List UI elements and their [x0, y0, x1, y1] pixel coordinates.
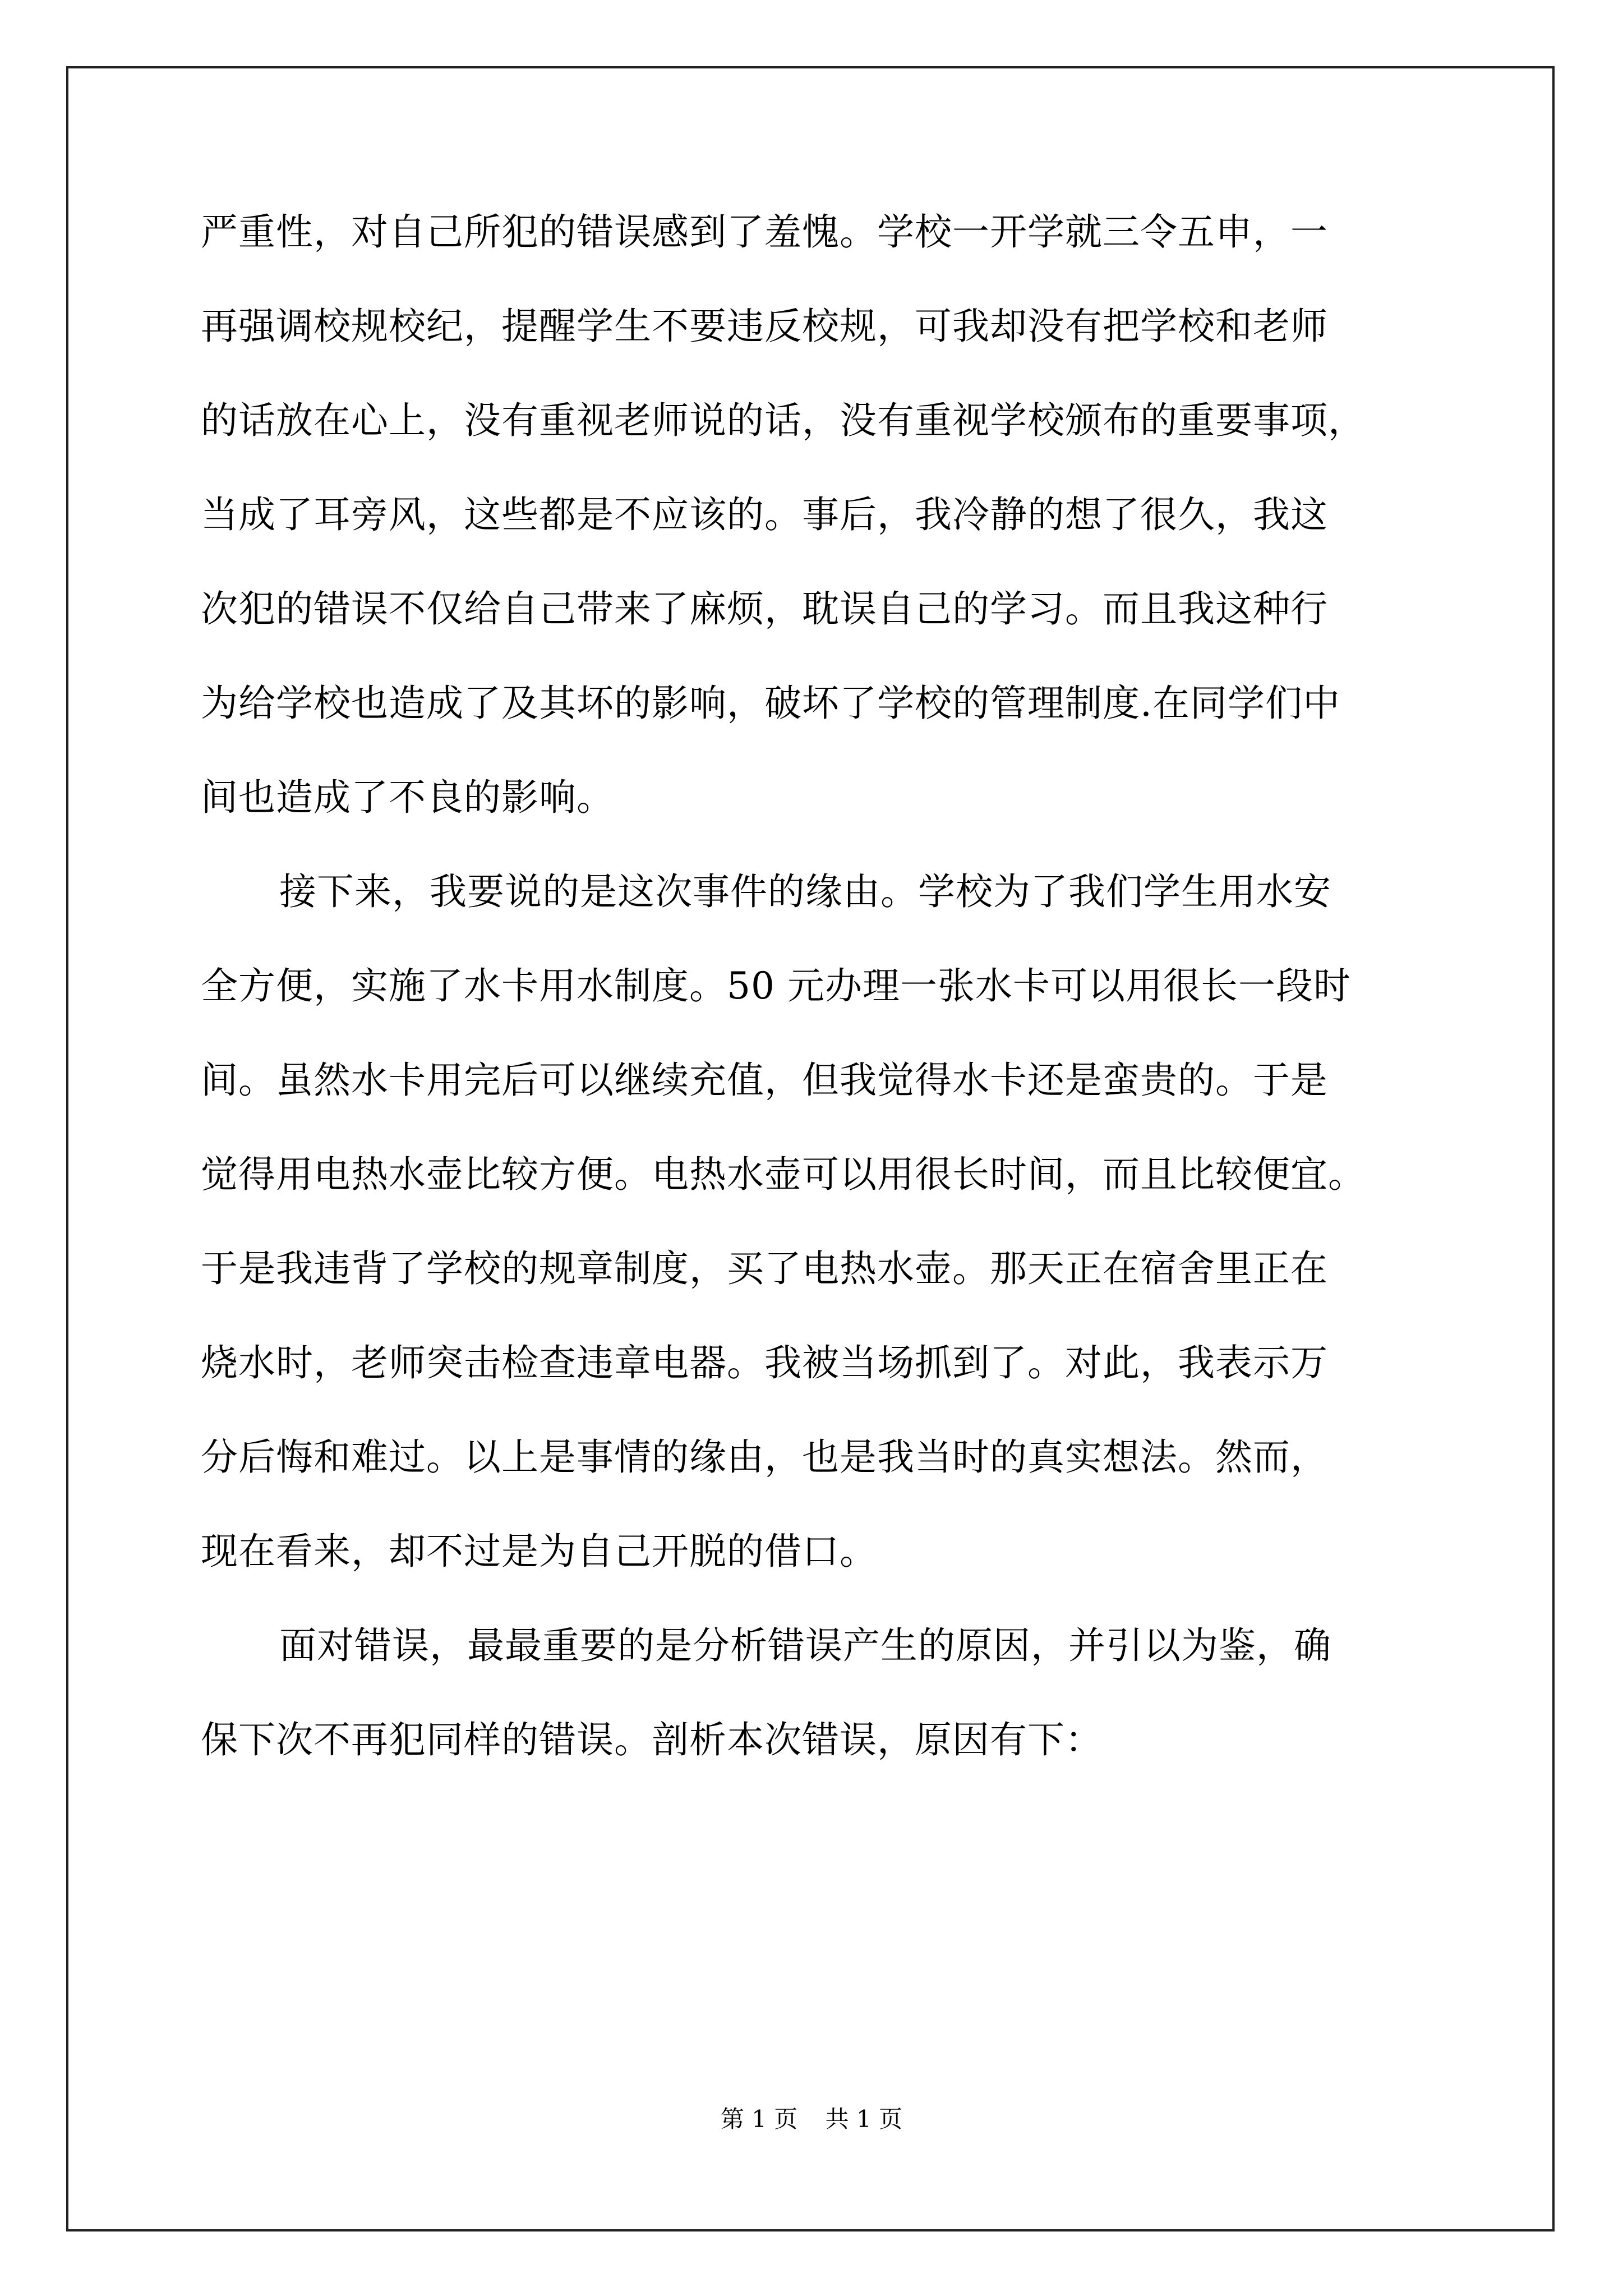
text-line: 再强调校规校纪，提醒学生不要违反校规，可我却没有把学校和老师	[201, 305, 1328, 348]
paragraph-start-line: 接下来，我要说的是这次事件的缘由。学校为了我们学生用水安	[279, 870, 1331, 913]
text-line: 当成了耳旁风，这些都是不应该的。事后，我冷静的想了很久，我这	[201, 493, 1328, 536]
text-line: 全方便，实施了水卡用水制度。50 元办理一张水卡可以用很长一段时	[201, 964, 1351, 1007]
page-number-total: 共 1 页	[825, 2105, 903, 2133]
text-line: 次犯的错误不仅给自己带来了麻烦，耽误自己的学习。而且我这种行	[201, 587, 1328, 631]
paragraph-start-line: 面对错误，最最重要的是分析错误产生的原因，并引以为鉴，确	[279, 1624, 1331, 1667]
text-line: 保下次不再犯同样的错误。剖析本次错误，原因有下：	[201, 1718, 1103, 1761]
page-footer	[0, 2101, 1623, 2134]
text-line: 为给学校也造成了及其坏的影响，破坏了学校的管理制度.在同学们中	[201, 682, 1340, 725]
text-line: 间也造成了不良的影响。	[201, 776, 614, 819]
text-line: 严重性，对自己所犯的错误感到了羞愧。学校一开学就三令五申，一	[201, 210, 1328, 254]
text-line: 间。虽然水卡用完后可以继续充值，但我觉得水卡还是蛮贵的。于是	[201, 1059, 1328, 1102]
text-line: 现在看来，却不过是为自己开脱的借口。	[201, 1530, 877, 1573]
text-line: 的话放在心上，没有重视老师说的话，没有重视学校颁布的重要事项，	[201, 399, 1366, 442]
text-line: 烧水时，老师突击检查违章电器。我被当场抓到了。对此，我表示万	[201, 1341, 1328, 1384]
document-body	[201, 185, 1423, 1787]
text-line: 于是我违背了学校的规章制度，买了电热水壶。那天正在宿舍里正在	[201, 1247, 1328, 1290]
text-line: 觉得用电热水壶比较方便。电热水壶可以用很长时间，而且比较便宜。	[201, 1153, 1366, 1196]
page-number-current: 第 1 页	[720, 2105, 798, 2133]
text-line: 分后悔和难过。以上是事情的缘由，也是我当时的真实想法。然而，	[201, 1435, 1328, 1479]
